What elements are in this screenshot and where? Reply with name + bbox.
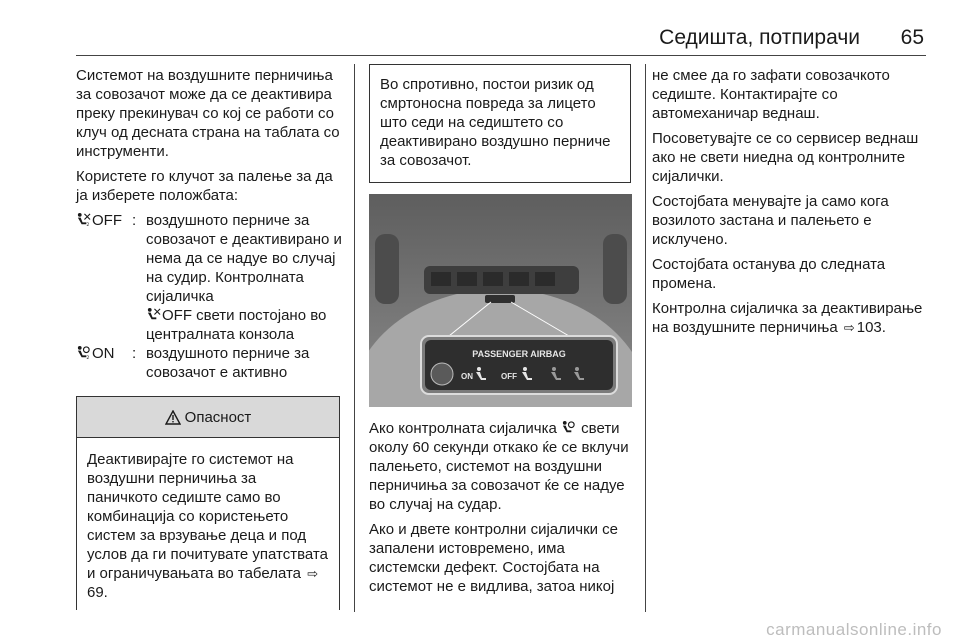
svg-text:2: 2 xyxy=(86,223,90,227)
photo-label: PASSENGER AIRBAG xyxy=(472,349,566,359)
danger-body: Деактивирајте го системот на воздушни перничиња за паничкото седиште само во комбинација со користењето систем за врзување деца и под услов да ги почитувате упатствата и ограничувањата во табелата ⇨69. xyxy=(87,451,328,601)
header-rule xyxy=(76,55,926,56)
page-reference[interactable]: 69. xyxy=(87,584,108,601)
page-title: Седишта, потпирачи xyxy=(659,26,860,49)
paragraph: Контролна сијаличка за деактивирање на воздушните перничиња ⇨ 103. xyxy=(652,300,923,336)
column-3 xyxy=(652,66,924,343)
paragraph: Системот на воздушните перничиња за совозачот може да се деактивира преку прекинувач со кој се работи со клуч од десната страна на таблата со инструменти. xyxy=(76,67,340,160)
svg-text:2: 2 xyxy=(86,356,90,360)
paragraph: Состојбата менувајте ја само кога возилото застана и палењето е исклучено. xyxy=(652,193,889,248)
passenger-airbag-off-icon xyxy=(146,307,161,322)
paragraph: Користете го клучот за палење за да ја изберете положбата: xyxy=(76,168,333,204)
paragraph: не смее да го зафати совозачкото седиште. Контактирајте со автомеханичар веднаш. xyxy=(652,67,890,122)
danger-box-continued: Во спротивно, постои ризик од смртоносна повреда за лицето што седи на седиштето со деактивирано воздушно перниче за совозачот. xyxy=(369,64,631,183)
photo-illustration xyxy=(369,194,632,407)
paragraph: Состојбата останува до следната промена. xyxy=(652,256,886,292)
paragraph: Посоветувајте се со сервисер веднаш ако не свети ниедна од контролните сијалички. xyxy=(652,130,919,185)
column-2 xyxy=(369,66,632,602)
danger-title: Опасност xyxy=(184,408,252,426)
photo-off-label: OFF xyxy=(501,372,517,381)
warning-triangle-icon xyxy=(165,410,181,425)
passenger-airbag-off-icon xyxy=(76,212,91,227)
page-number: 65 xyxy=(900,26,924,49)
position-on: 2 ON : воздушното перниче за совозачот е активно xyxy=(76,344,344,382)
passenger-airbag-on-icon xyxy=(76,345,91,360)
column-1 xyxy=(76,66,344,610)
watermark: carmanualsonline.info xyxy=(766,620,942,639)
passenger-airbag-on-icon xyxy=(561,420,576,435)
position-list xyxy=(76,211,344,382)
page-reference[interactable]: 103. xyxy=(856,319,886,336)
paragraph: Ако контролната сијаличка свети околу 60 секунди откако ќе се вклучи палењето, системот на воздушни перничиња за совозачот ќе се надуе во случај на судар. xyxy=(369,420,629,513)
page-header xyxy=(0,0,960,50)
paragraph: Ако и двете контролни сијалички се запалени истовремено, има системски дефект. Состојбата на системот не е видлива, затоа никој xyxy=(369,521,619,595)
position-term: 2 OFF xyxy=(76,211,132,344)
column-divider-left xyxy=(354,64,355,612)
position-off: 2 OFF : воздушното перниче за совозачот е деактивирано и нема да се надуе во случај на судир. Контролната сијаличка OFF свети постојано во централната конзола xyxy=(76,211,344,344)
danger-box xyxy=(76,396,340,610)
reference-arrow-icon: ⇨ xyxy=(843,320,855,335)
position-term: 2 ON xyxy=(76,344,132,382)
photo-on-label: ON xyxy=(461,372,473,381)
column-divider-right xyxy=(645,64,646,612)
danger-header xyxy=(77,397,339,438)
reference-arrow-icon: ⇨ xyxy=(307,566,319,581)
passenger-airbag-indicator-photo xyxy=(369,194,632,407)
